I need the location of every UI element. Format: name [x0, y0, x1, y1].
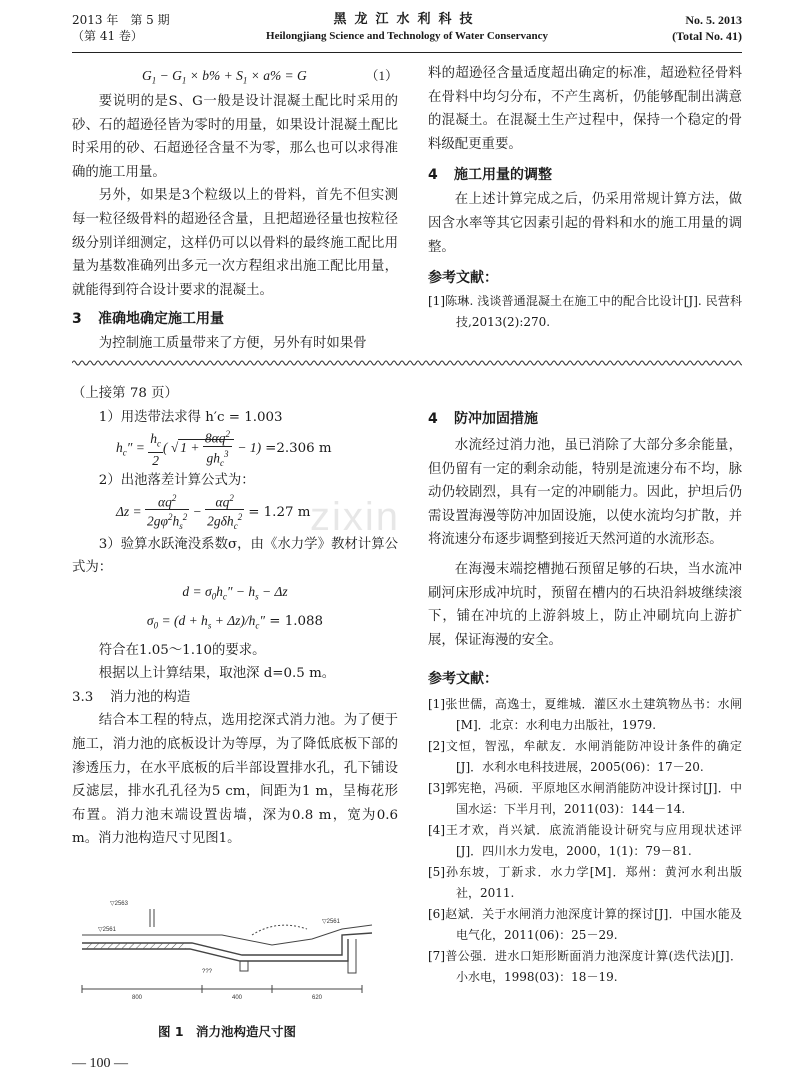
step-2: 2）出池落差计算公式为：	[98, 473, 255, 489]
equation-sigma: $\sigma_0 = (d + h_s + \Delta z)/h_c'' = 1.088$	[146, 613, 324, 631]
step-1: 1）用迭带法求得 h′c = 1.003	[98, 409, 283, 425]
dimension-label: 400	[232, 995, 243, 1001]
top-left-column	[72, 62, 398, 356]
section-number: 4	[428, 411, 438, 427]
section-title: 施工用量的调整	[454, 167, 552, 184]
reference-item: [2]文恒，智泓，牟献友．水闸消能防冲设计条件的确定[J]．水利水电科技进展，2005(06)：17－20.	[428, 739, 742, 775]
paragraph: 要说明的是S、G一般是设计混凝土配比时采用的砂、石的超逊径皆为零时的用量，如果设计混凝土配比时采用的砂、石超逊径含量不为零，那么也可以求得准确的施工用量。	[72, 94, 398, 180]
equation-1	[72, 62, 398, 90]
equation-1-number: （1）	[365, 68, 398, 83]
equation-d: $d = \sigma_0h_c'' - h_s - \Delta z$	[182, 583, 288, 602]
header-total-no: (Total No. 41)	[672, 29, 742, 43]
equation-1-body: $G_1 - G_1 \times b\% + S_1 \times a\% = G$	[142, 68, 307, 86]
header-volume: （第 41 卷）	[72, 29, 143, 43]
check-text: 符合在1.05～1.10的要求。	[98, 642, 266, 658]
stilling-basin-figure	[72, 885, 377, 1003]
elevation-label: ▽2561	[322, 919, 340, 925]
bottom-right-column	[428, 404, 742, 988]
section-number: 3.3	[72, 689, 94, 705]
header-rule	[72, 52, 742, 53]
section-heading-3-3	[72, 686, 398, 710]
continued-note: （上接第 78 页）	[72, 386, 178, 401]
jump-profile	[252, 925, 307, 935]
section-number: 3	[72, 311, 82, 328]
reference-item: [4]王才欢，肖兴斌．底流消能设计研究与应用现状述评[J]．四川水力发电，2000，1(1)：79－81.	[428, 823, 742, 859]
elevation-label: ▽2563	[110, 901, 128, 907]
step-3: 3）验算水跃淹没系数σ，由《水力学》教材计算公式为：	[72, 536, 398, 576]
paragraph: 在海漫末端挖槽抛石预留足够的石块，当水流冲刷河床形成冲坑时，预留在槽内的石块沿斜坡继续滚下，铺在冲坑的上游斜坡上，防止冲刷坑向上游扩展，保证海漫的安全。	[428, 561, 742, 648]
header-journal-en: Heilongjiang Science and Technology of Water Conservancy	[266, 30, 548, 42]
paragraph: 为控制施工质量带来了方便，另外有时如果骨	[98, 336, 367, 352]
equation-dz-result: = 1.27 m	[248, 504, 311, 520]
section-title: 防冲加固措施	[454, 411, 538, 427]
reference-item: [1]陈琳. 浅谈普通混凝土在施工中的配合比设计[J]. 民营科技,2013(2):270.	[428, 294, 742, 330]
header-number-info	[672, 12, 742, 44]
reference-item: [5]孙东坡，丁新求．水力学[M]．郑州：黄河水利出版社，2011.	[428, 865, 742, 901]
equation-sigma-result: = 1.088	[269, 614, 324, 630]
water-surface	[82, 925, 372, 945]
elevation-label: ▽2561	[98, 927, 116, 933]
reference-item: [3]郭宪艳，冯硕．平原地区水闸消能防冲设计探讨[J]．中国水运：下半月刊，2011(03)：144－14.	[428, 781, 742, 817]
section-heading-4	[428, 404, 742, 434]
basin-slab	[82, 939, 348, 961]
section-heading-4	[428, 162, 742, 188]
reference-item: [7]普公强．进水口矩形断面消力池深度计算(迭代法)[J]．小水电，1998(03)：18－19.	[428, 949, 742, 985]
section-title: 消力池的构造	[110, 689, 191, 705]
references-list	[428, 694, 742, 988]
section-title: 准确地确定施工用量	[98, 311, 224, 328]
running-header	[72, 12, 742, 54]
dimension-label: ???	[202, 969, 213, 975]
section-number: 4	[428, 167, 438, 184]
bottom-left-column	[72, 382, 401, 851]
cutoff-wall	[240, 961, 248, 971]
reference-item: [6]赵斌．关于水闸消力池深度计算的探讨[J]．中国水能及电气化，2011(06)：25－29.	[428, 907, 742, 943]
result-text: 根据以上计算结果，取池深 d=0.5 m。	[98, 666, 336, 682]
reference-item: [1]张世儒，高逸士，夏维城．灌区水土建筑物丛书：水闸[M]．北京：水利电力出版社，1979.	[428, 697, 742, 733]
equation-dz	[72, 493, 398, 533]
equation-hc-result: =2.306 m	[265, 441, 332, 457]
figure-caption: 图 1 消力池构造尺寸图	[157, 1024, 297, 1039]
references-title: 参考文献：	[428, 270, 498, 287]
paragraph: 料的超逊径含量适度超出确定的标准，超逊粒径骨料在骨料中均匀分布，不产生离析，仍能够配制出满意的混凝土。在混凝土生产过程中，保持一个稳定的骨料级配更重要。	[428, 66, 742, 152]
watermark: zixin	[310, 495, 401, 539]
slab-hatch	[86, 943, 186, 949]
top-right-column	[428, 62, 742, 333]
dimension-label: 800	[132, 995, 143, 1001]
references-title: 参考文献：	[428, 671, 498, 688]
page-number: — 100 —	[72, 1056, 128, 1071]
equation-dz-body: Δz = $\frac{\alpha q^2}{2g\varphi^2h_s^2}$ − $\frac{\alpha q^2}{2g\delta h_c^2}$	[116, 492, 243, 532]
wavy-separator	[72, 358, 742, 368]
header-journal-cn: 黑龙江水利科技	[333, 12, 481, 27]
equation-hc	[72, 429, 398, 469]
header-journal	[72, 12, 742, 44]
section-heading-3	[72, 306, 398, 332]
dimension-label: 620	[312, 995, 323, 1001]
paragraph: 水流经过消力池，虽已消除了大部分多余能量，但仍留有一定的剩余动能，特别是流速分布不均，脉动仍较剧烈，具有一定的冲刷能力。因此，护坦后仍需设置海漫等防冲加固设施，以使水流均匀扩散，并将流速分布逐步调整到接近天然河道的水流形态。	[428, 438, 742, 548]
paragraph: 另外，如果是3个粒级以上的骨料，首先不但实测每一粒径级骨料的超逊径含量，且把超逊径量也按粒径级分别详细测定，这样仍可以以骨料的最终施工配比用量为基数准确列出多元一次方程组求出施工配比用量，就能得到符合设计要求的混凝土。	[72, 188, 398, 298]
equation-hc-body: $h_c''$ = $\frac{h_c}{2}$ ( √ 1 + $\frac{8\alpha q^2}{gh_c^3}$ − 1)	[116, 429, 262, 469]
paragraph: 在上述计算完成之后，仍采用常规计算方法，做因含水率等其它因素引起的骨料和水的施工用量的调整。	[428, 192, 742, 255]
header-issue-no: No. 5. 2013	[685, 13, 742, 27]
end-tooth-wall	[348, 939, 356, 973]
header-year-issue: 2013 年 第 5 期	[72, 13, 170, 27]
paragraph: 结合本工程的特点，选用挖深式消力池。为了便于施工，消力池的底板设计为等厚，为了降低底板下部的渗透压力，在水平底板的后半部设置排水孔，孔下铺设反滤层，排水孔孔径为5 cm，间距为1 m，呈梅花形布置。消力池末端设置齿墙，深为0.8 m，宽为0.6 m。消力池构造尺寸见图1。	[72, 713, 398, 847]
